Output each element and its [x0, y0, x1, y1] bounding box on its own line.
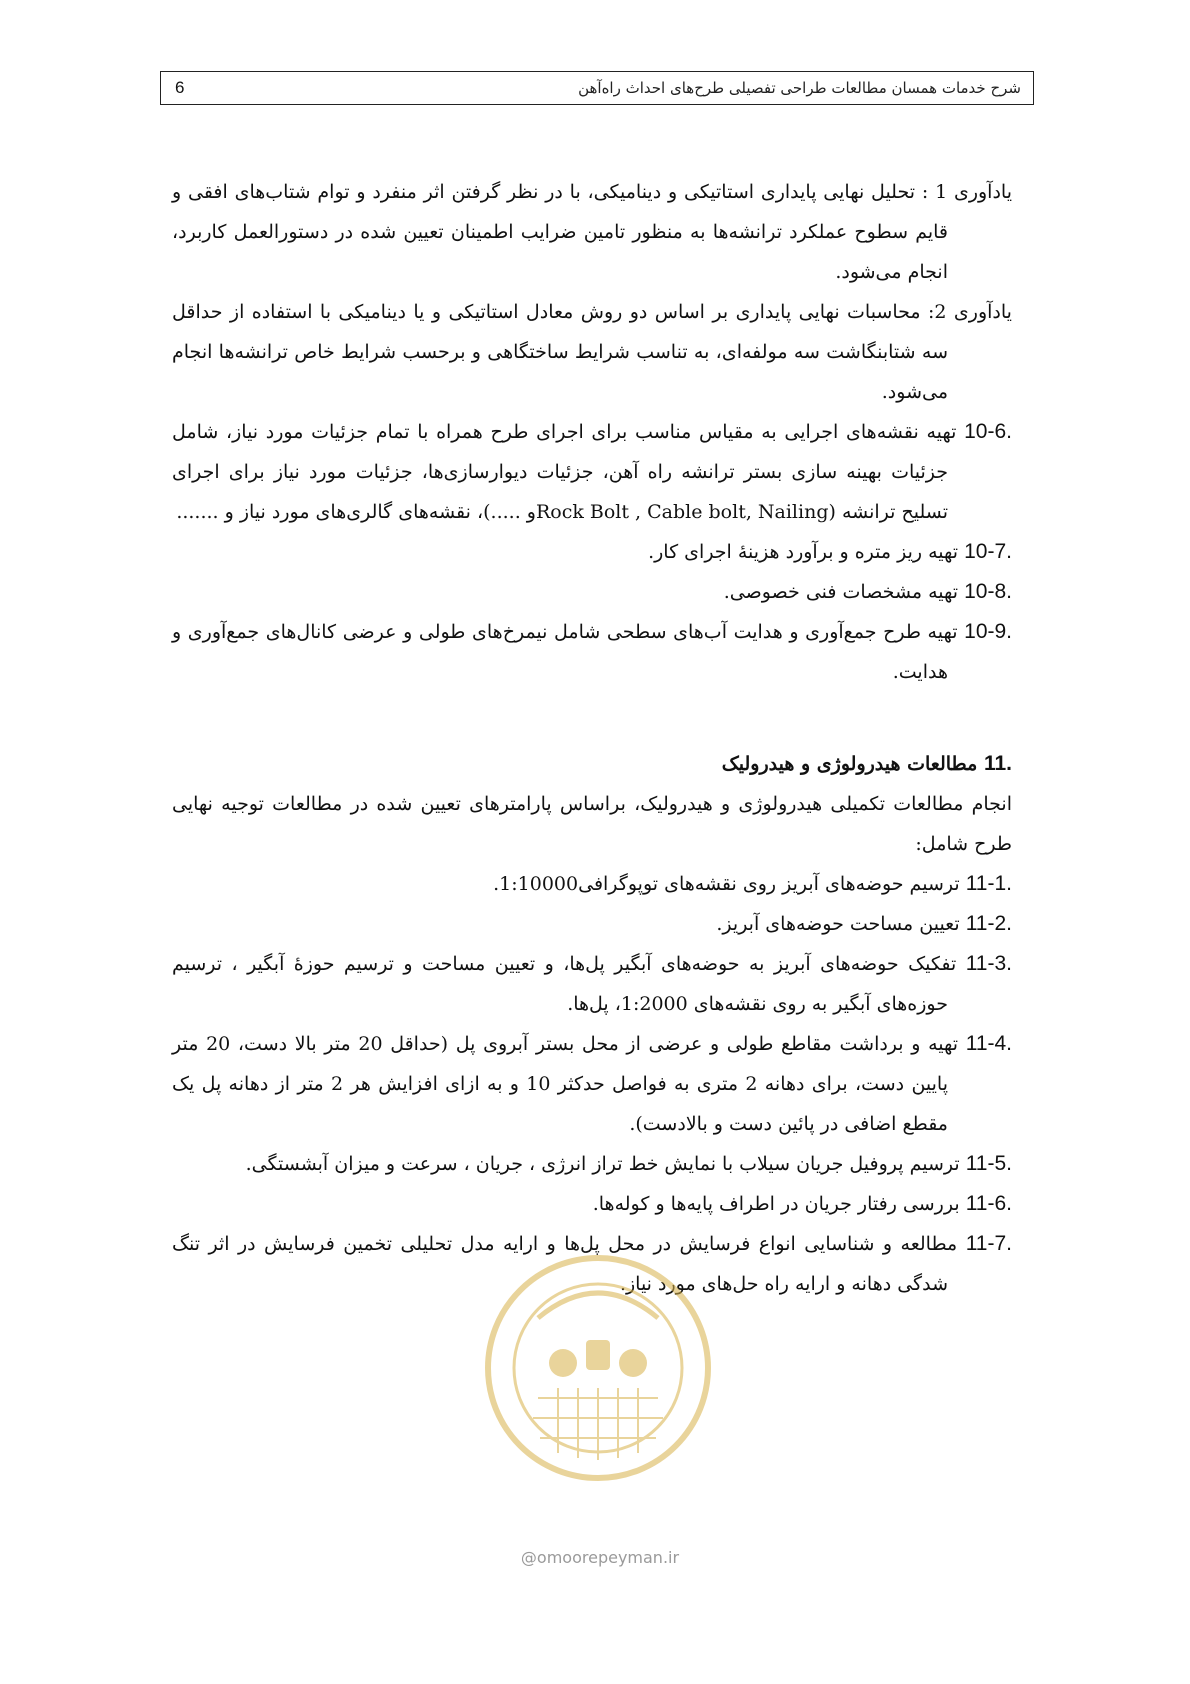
item-number: 11-3.	[965, 952, 1012, 975]
list-item	[172, 864, 1012, 904]
note-text: تحلیل نهایی پایداری استاتیکی و دینامیکی، با در نظر گرفتن اثر منفرد و توام شتاب‌های افقی و قایم سطوح عملکرد ترانشه‌ها به منظور تامین ضرایب اطمینان تعیین شده در دستورالعمل کاربرد، انجام می‌شود.	[172, 181, 948, 283]
item-number: 11-6.	[965, 1192, 1012, 1215]
item-text: تهیه طرح جمع‌آوری و هدایت آب‌های سطحی شامل نیمرخ‌های طولی و عرضی کانال‌های جمع‌آوری و هدایت.	[172, 621, 958, 683]
item-number: 11-4.	[965, 1032, 1013, 1055]
list-item	[172, 612, 1012, 692]
item-text: تعیین مساحت حوضه‌های آبریز.	[716, 913, 960, 935]
item-number: 11-2.	[965, 912, 1012, 935]
list-item	[172, 1144, 1012, 1184]
list-item	[172, 412, 1012, 532]
section-intro: انجام مطالعات تکمیلی هیدرولوژی و هیدرولیک، براساس پارامترهای تعیین شده در مطالعات توجیه نهایی طرح شامل:	[172, 793, 1012, 855]
note-label: یادآوری 2:	[928, 301, 1012, 323]
list-item	[172, 1184, 1012, 1224]
document-body	[172, 172, 1012, 1304]
item-number: 11-5.	[965, 1152, 1012, 1175]
page-header	[160, 71, 1034, 105]
item-text: ترسیم پروفیل جریان سیلاب با نمایش خط تراز انرژی ، جریان ، سرعت و میزان آبشستگی.	[245, 1153, 960, 1175]
list-item	[172, 572, 1012, 612]
item-number: 10-9.	[964, 620, 1013, 643]
page-number: 6	[175, 78, 185, 97]
item-text: تفکیک حوضه‌های آبریز به حوضه‌های آبگیر پل‌ها، و تعیین مساحت و ترسیم حوزهٔ آبگیر ، ترسیم حوزه‌های آبگیر به روی نقشه‌های 1:2000، پل‌ها.	[172, 953, 957, 1015]
item-text: ترسیم حوضه‌های آبریز روی نقشه‌های توپوگرافی1:10000.	[493, 873, 960, 895]
item-text: تهیه و برداشت مقاطع طولی و عرضی از محل بستر آبروی پل (حداقل 20 متر بالا دست، 20 متر پایین دست، برای دهانه 2 متری به فواصل حدکثر 10 و به ازای افزایش هر 2 متر از دهانه پل یک مقطع اضافی در پائین دست و بالادست).	[172, 1033, 959, 1135]
list-item	[172, 1224, 1012, 1304]
list-item	[172, 532, 1012, 572]
item-number: 11-7.	[965, 1232, 1012, 1255]
section-number: 11.	[983, 752, 1012, 775]
list-item	[172, 1024, 1012, 1144]
item-text: بررسی رفتار جریان در اطراف پایه‌ها و کوله‌ها.	[592, 1193, 960, 1215]
item-text: تهیه ریز متره و برآورد هزینهٔ اجرای کار.	[648, 541, 959, 563]
section-heading	[172, 744, 1012, 784]
item-number: 11-1.	[965, 872, 1012, 895]
note-label: یادآوری 1 :	[921, 181, 1012, 203]
note-1	[172, 172, 1012, 292]
item-text: مطالعه و شناسایی انواع فرسایش در محل پل‌ها و ارایه مدل تحلیلی تخمین فرسایش در اثر تنگ شدگی دهانه و ارایه راه حل‌های مورد نیاز.	[172, 1233, 958, 1295]
item-text: تهیه مشخصات فنی خصوصی.	[723, 581, 959, 603]
header-title: شرح خدمات همسان مطالعات طراحی تفصیلی طرح‌های احداث راه‌آهن	[578, 79, 1021, 97]
item-number: 10-6.	[964, 420, 1012, 443]
item-number: 10-7.	[964, 540, 1012, 563]
item-text: تهیه نقشه‌های اجرایی به مقیاس مناسب برای اجرای طرح همراه با تمام جزئیات مورد نیاز، شامل جزئیات بهینه سازی بستر ترانشه راه آهن، جزئیات دیوارسازی‌ها، جزئیات مورد نیاز برای اجرای تسلیح ترانشه (Rock Bolt , Cable bolt, Nailingو .....)، نقشه‌های گالری‌های مورد نیاز و .......	[172, 421, 957, 523]
list-item	[172, 944, 1012, 1024]
section-title: مطالعات هیدرولوژی و هیدرولیک	[721, 753, 978, 775]
note-2	[172, 292, 1012, 412]
watermark-url: @omoorepeyman.ir	[520, 1548, 680, 1567]
item-number: 10-8.	[964, 580, 1012, 603]
list-item	[172, 904, 1012, 944]
note-text: محاسبات نهایی پایداری بر اساس دو روش معادل استاتیکی و یا دینامیکی با استفاده از حداقل سه شتابنگاشت سه مولفه‌ای، به تناسب شرایط ساختگاهی و برحسب شرایط خاص ترانشه‌ها انجام می‌شود.	[172, 301, 948, 403]
